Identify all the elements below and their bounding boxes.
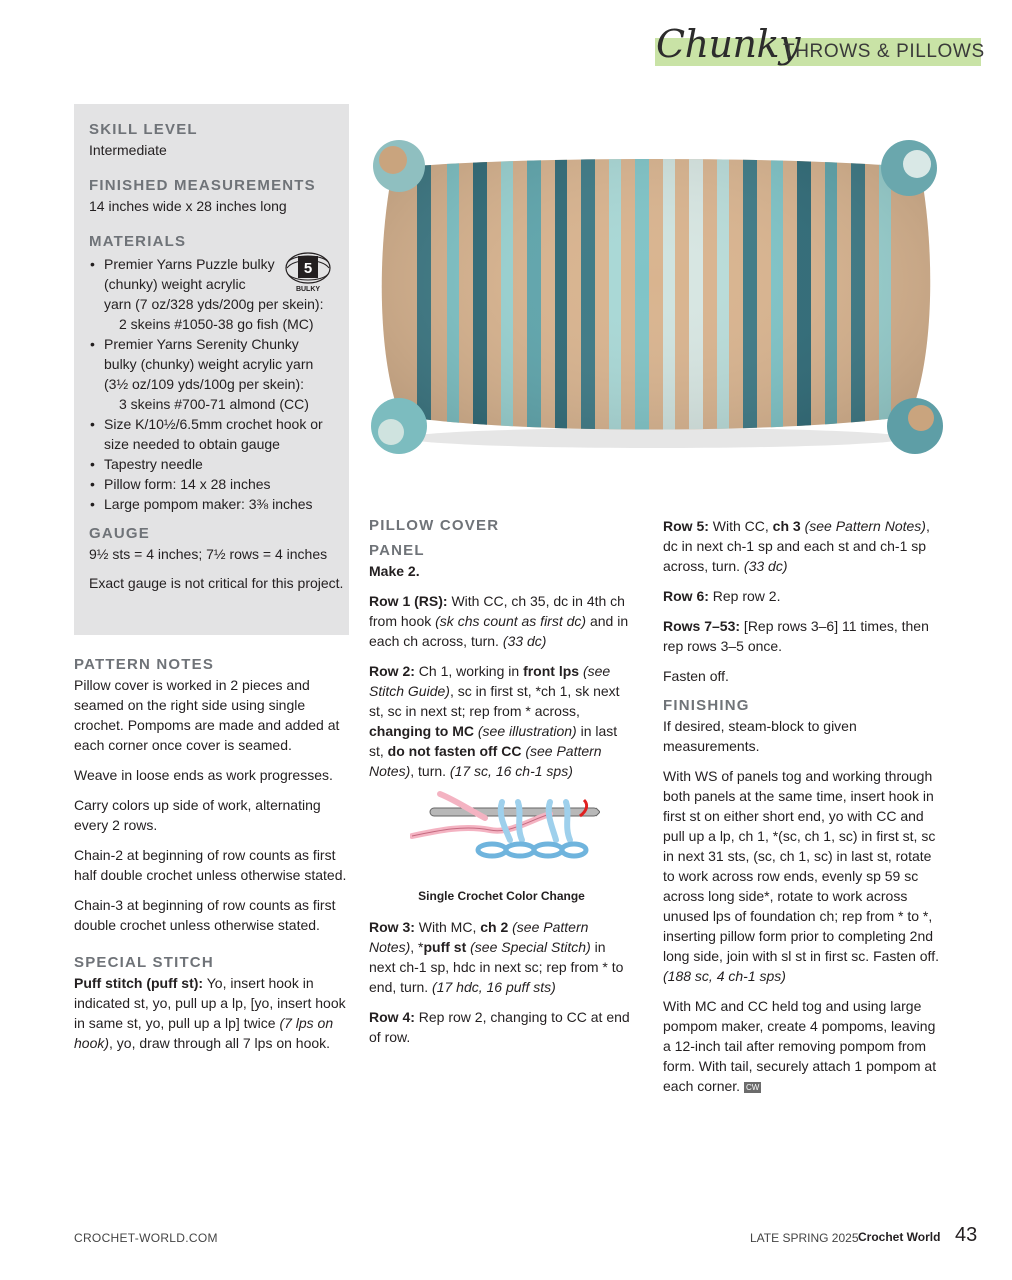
rows-finishing-column xyxy=(663,516,943,1106)
pattern-note: Carry colors up side of work, alternating every 2 rows. xyxy=(74,797,321,833)
materials-heading: MATERIALS xyxy=(89,233,187,250)
panel-heading: PANEL xyxy=(369,542,425,559)
info-sidebar xyxy=(74,104,349,635)
header-script-word: Chunky xyxy=(656,22,800,66)
list-item: • Large pompom maker: 3⅜ inches xyxy=(89,494,344,514)
row-6-instruction: Row 6: Rep row 2. xyxy=(663,588,781,604)
pattern-note: Pillow cover is worked in 2 pieces and seamed on the right side using single crochet. Pompoms are made and added at each corner once cover is seamed. xyxy=(74,677,340,753)
row-5-instruction: Row 5: With CC, ch 3 (see Pattern Notes), dc in next ch-1 sp and each st and ch-1 sp across, turn. (33 dc) xyxy=(663,518,930,574)
measurements-heading: FINISHED MEASUREMENTS xyxy=(89,177,316,194)
fasten-off-note: Fasten off. xyxy=(663,668,729,684)
pattern-notes-heading: PATTERN NOTES xyxy=(74,656,215,673)
row-4-instruction: Row 4: Rep row 2, changing to CC at end of row. xyxy=(369,1009,630,1045)
header-title: THROWS & PILLOWS xyxy=(783,41,985,62)
skill-level-heading: SKILL LEVEL xyxy=(89,121,198,138)
pillow-cover-column-continued xyxy=(369,917,634,1057)
gauge-heading: GAUGE xyxy=(89,525,151,542)
pillow-photo xyxy=(365,126,948,471)
list-item: • Tapestry needle xyxy=(89,454,344,474)
pattern-note: Chain-2 at beginning of row counts as first half double crochet unless otherwise stated. xyxy=(74,847,347,883)
pillow-cover-heading: PILLOW COVER xyxy=(369,517,500,534)
gauge-note: Exact gauge is not critical for this project. xyxy=(89,575,344,591)
list-item: • Pillow form: 14 x 28 inches xyxy=(89,474,344,494)
pattern-note: Weave in loose ends as work progresses. xyxy=(74,767,333,783)
measurements-value: 14 inches wide x 28 inches long xyxy=(89,198,287,214)
svg-text:5: 5 xyxy=(303,260,313,277)
list-item: • Premier Yarns Puzzle bulky (chunky) weight acrylic yarn (7 oz/328 yds/200g per skein): 2 skeins #1050-38 go fish (MC) xyxy=(89,254,344,334)
page-number: 43 xyxy=(955,1224,978,1246)
list-item: • Size K/10½/6.5mm crochet hook or size needed to obtain gauge xyxy=(89,414,344,454)
pattern-notes-column xyxy=(74,655,349,1063)
finishing-paragraph: With WS of panels tog and working through both panels at the same time, insert hook in first st on either short end, yo with CC and pull up a lp, ch 1, *(sc, ch 1, sc) in first st, sc in next 31 sts, (sc, ch 1, sc) in last st, rotate to work across row ends, evenly sp 59 sc across long side*, rotate to work across unused lps of foundation ch; rep from * to *, inserting pillow form prior to completing 2nd long side, join with sl st in first sc. Fasten off. (188 sc, 4 ch-1 sps) xyxy=(663,768,939,984)
end-mark-icon: CW xyxy=(745,1083,760,1092)
rows-7-53-instruction: Rows 7–53: [Rep rows 3–6] 11 times, then rep rows 3–5 once. xyxy=(663,618,929,654)
pattern-note: Chain-3 at beginning of row counts as first double crochet unless otherwise stated. xyxy=(74,897,336,933)
finishing-paragraph: With MC and CC held tog and using large pompom maker, create 4 pompoms, leaving a 12-inch tail after removing pompom from form. With tail, securely attach 1 pompom at each corner. CW xyxy=(663,998,937,1094)
footer-issue: LATE SPRING 2025 xyxy=(750,1231,859,1245)
illustration-caption: Single Crochet Color Change xyxy=(418,889,585,903)
skill-level-value: Intermediate xyxy=(89,142,167,158)
pillow-cover-column xyxy=(369,516,634,791)
yarn-weight-icon xyxy=(284,250,332,294)
list-item: • Premier Yarns Serenity Chunky bulky (chunky) weight acrylic yarn (3½ oz/109 yds/100g per skein): 3 skeins #700-71 almond (CC) xyxy=(89,334,344,414)
special-stitch-heading: SPECIAL STITCH xyxy=(74,954,214,971)
row-1-instruction: Row 1 (RS): With CC, ch 35, dc in 4th ch from hook (sk chs count as first dc) and in each ch across, turn. (33 dc) xyxy=(369,593,629,649)
row-3-instruction: Row 3: With MC, ch 2 (see Pattern Notes), *puff st (see Special Stitch) in next ch-1 sp, hdc in next sc; rep from * to end, turn. (17 hdc, 16 puff sts) xyxy=(369,919,624,995)
footer-magazine: Crochet World xyxy=(858,1230,941,1244)
row-2-instruction: Row 2: Ch 1, working in front lps (see Stitch Guide), sc in first st, *ch 1, sk next st, sc in next st; rep from * across, changing to MC (see illustration) in last st, do not fasten off CC (see Pattern Notes), turn. (17 sc, 16 ch-1 sps) xyxy=(369,663,620,779)
finishing-heading: FINISHING xyxy=(663,697,750,714)
special-stitch-text: Puff stitch (puff st): Yo, insert hook in indicated st, yo, pull up a lp, [yo, insert hook in same st, yo, pull up a lp] twice (7 lps on hook), yo, draw through all 7 lps on hook. xyxy=(74,975,346,1051)
finishing-paragraph: If desired, steam-block to given measurements. xyxy=(663,718,857,754)
footer-website: CROCHET-WORLD.COM xyxy=(74,1231,218,1245)
color-change-illustration xyxy=(410,790,600,870)
svg-text:BULKY: BULKY xyxy=(295,286,321,293)
gauge-value: 9½ sts = 4 inches; 7½ rows = 4 inches xyxy=(89,546,328,562)
make-note: Make 2. xyxy=(369,563,420,579)
